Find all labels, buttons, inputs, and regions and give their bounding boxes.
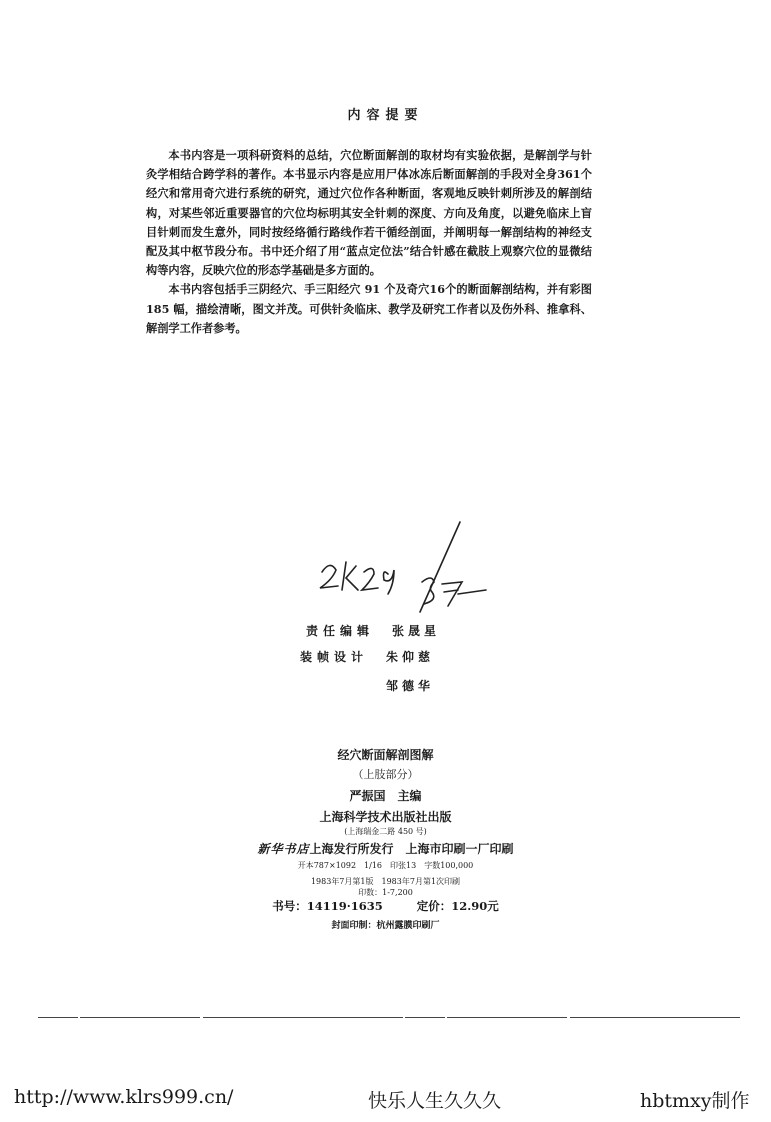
cover-print: 封面印制：杭州露膜印刷厂 [331, 921, 440, 931]
summary-heading: 内容提要 [347, 108, 424, 123]
scan-edge-line [38, 1016, 740, 1019]
credit-name: 邹德华 [386, 679, 435, 693]
distribution-line [0, 840, 771, 857]
book-number: 书号：14119·1635 [272, 899, 383, 913]
xinhua-bookstore-logo: 新华书店 [257, 842, 310, 856]
credit-role: 装帧设计 [300, 650, 369, 664]
credit-name: 朱仰慈 [386, 650, 435, 664]
summary-paragraph-2: 本书内容包括手三阴经穴、手三阳经穴 91 个及奇穴16个的断面解剖结构，并有彩图 185 幅，描绘清晰，图文并茂。可供针灸临床、教学及研究工作者以及伤外科、推拿科、解剖学工作者参考。 [146, 282, 592, 335]
edition-info: 1983年7月第1版 1983年7月第1次印刷 [310, 877, 461, 886]
footer-center-text: 快乐人生久久久 [368, 1090, 502, 1112]
book-subtitle: （上肢部分） [352, 768, 419, 781]
isbn-price-line [0, 898, 771, 914]
publisher-address: (上海瑞金二路 450 号) [344, 827, 427, 836]
book-title: 经穴断面解剖图解 [337, 748, 434, 762]
footer-credit: hbtmxy制作 [640, 1090, 750, 1112]
credit-name: 张晟星 [392, 624, 441, 638]
credit-editor [306, 622, 440, 639]
publisher: 上海科学技术出版社出版 [319, 810, 452, 824]
summary-body [146, 146, 592, 338]
handwritten-catalogue-mark [308, 520, 508, 620]
print-specs: 开本787×1092 1/16 印张13 字数100,000 [297, 861, 474, 870]
book-author: 严振国 主编 [349, 789, 422, 803]
print-run: 印数：1-7,200 [358, 888, 413, 897]
credit-role: 责任编辑 [306, 624, 375, 638]
footer-url[interactable]: http://www.klrs999.cn/ [14, 1086, 234, 1108]
credit-designer [300, 648, 434, 665]
summary-paragraph-1: 本书内容是一项科研资料的总结，穴位断面解剖的取材均有实验依据，是解剖学与针灸学相结合跨学科的著作。本书显示内容是应用尸体冰冻后断面解剖的手段对全身361个经穴和常用奇穴进行系统的研究，通过穴位作各种断面，客观地反映针刺所涉及的解剖结构，对某些邻近重要器官的穴位均标明其安全针刺的深度、方向及角度，以避免临床上盲目针刺而发生意外，同时按经络循行路线作若干循经剖面，并阐明每一解剖结构的神经支配及其中枢节段分布。书中还介绍了用“蓝点定位法”结合针感在截肢上观察穴位的显微结构等内容，反映穴位的形态学基础是多方面的。 [146, 148, 592, 278]
distribution-text: 上海发行所发行 上海市印刷一厂印刷 [309, 842, 514, 856]
credit-designer-2 [386, 677, 434, 694]
price: 定价：12.90元 [416, 899, 499, 913]
